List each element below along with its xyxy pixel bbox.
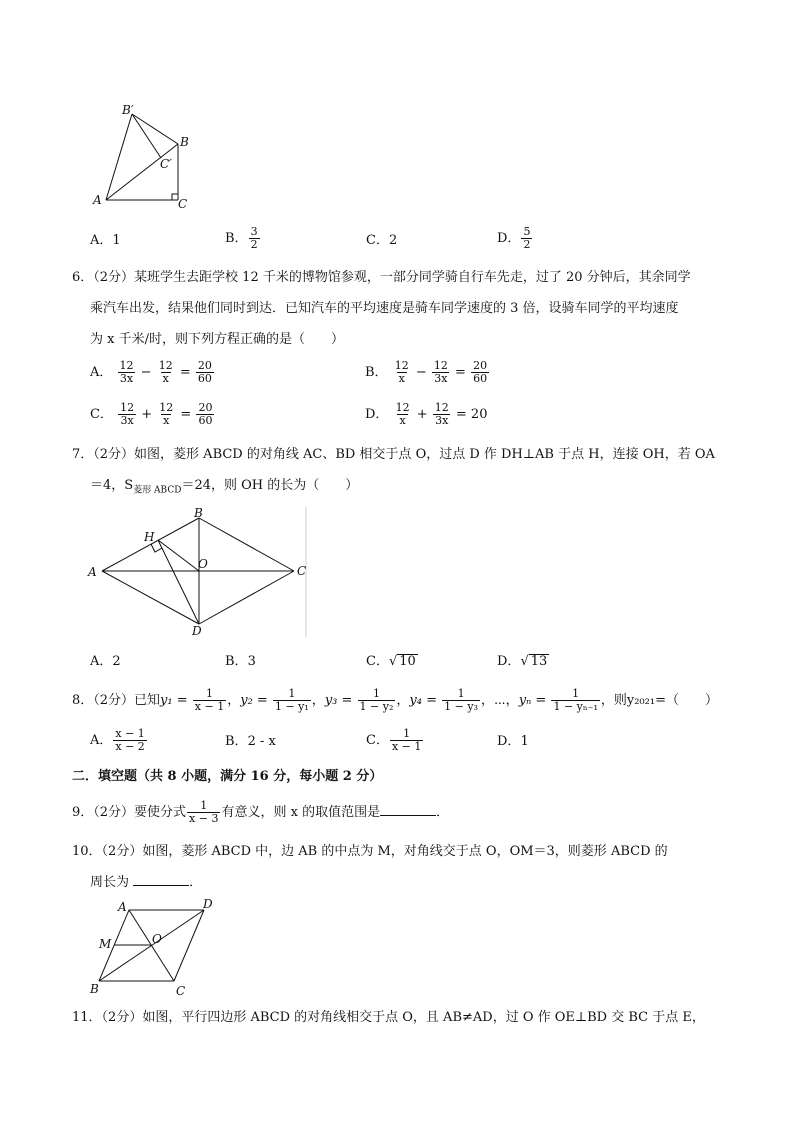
q6-option-a: A． $\frac{12}{3x}$ − $\frac{12}{x}$ = $\frac{20}{60}$ bbox=[90, 359, 212, 385]
q6-line3: 为 x 千米/时，则下列方程正确的是（ ） bbox=[90, 332, 344, 347]
label-C: C bbox=[176, 984, 186, 998]
q7-figure bbox=[86, 507, 316, 637]
q5-opt-b-letter: B． bbox=[225, 231, 248, 246]
section-2-title: 二．填空题（共 8 小题，满分 16 分，每小题 2 分） bbox=[72, 769, 383, 784]
q5-opt-c-letter: C． bbox=[366, 233, 389, 248]
q6-line1: 6．（2分）某班学生去距学校 12 千米的博物馆参观，一部分同学骑自行车先走，过了 20 分钟后，其余同学 bbox=[72, 270, 691, 285]
q5-figure bbox=[88, 100, 198, 215]
q5-opt-b-num: 3 bbox=[250, 225, 258, 238]
label-A: A bbox=[93, 193, 102, 207]
q5-opt-a-text: 1 bbox=[112, 233, 121, 248]
q9: 9．（2分）要使分式 $\frac{1}{x - 3}$ 有意义，则 x 的取值范围是 ． bbox=[72, 799, 450, 825]
q7-line1: 7．（2分）如图，菱形 ABCD 的对角线 AC、BD 相交于点 O，过点 D 作 DH⊥AB 于点 H，连接 OH，若 OA bbox=[72, 447, 715, 462]
q5-opt-d-num: 5 bbox=[523, 225, 531, 238]
q10-line2: 周长为 ． bbox=[90, 875, 203, 890]
label-B: B bbox=[180, 135, 189, 149]
q6-line2: 乘汽车出发，结果他们同时到达．已知汽车的平均速度是骑车同学速度的 3 倍，设骑车同学的平均速度 bbox=[90, 301, 679, 316]
label-Bp: B′ bbox=[122, 103, 134, 117]
label-B: B bbox=[90, 982, 99, 996]
q5-opt-a-letter: A． bbox=[90, 233, 113, 248]
label-C: C bbox=[297, 564, 307, 578]
label-A: A bbox=[118, 900, 127, 914]
label-D: D bbox=[203, 897, 213, 911]
label-O: O bbox=[198, 557, 208, 571]
label-Cp: C′ bbox=[160, 157, 172, 171]
label-A: A bbox=[88, 565, 97, 579]
q6-option-b: B． $\frac{12}{x}$ − $\frac{12}{3x}$ = $\frac{20}{60}$ bbox=[365, 359, 488, 385]
q7-line2: ＝4，$S_{菱形 ABCD}=24$，则 OH 的长为（ ） bbox=[90, 478, 359, 496]
q9-answer-blank[interactable] bbox=[380, 803, 436, 816]
q10-answer-blank[interactable] bbox=[133, 873, 189, 886]
q6-option-d: D． $\frac{12}{x}$ + $\frac{12}{3x}$ = 20 bbox=[365, 401, 488, 427]
label-C: C bbox=[178, 197, 188, 211]
label-O: O bbox=[152, 932, 162, 946]
q6-option-c: C． $\frac{12}{3x}$ + $\frac{12}{x}$ = $\frac{20}{60}$ bbox=[90, 401, 213, 427]
q10-line1: 10．（2分）如图，菱形 ABCD 中，边 AB 的中点为 M，对角线交于点 O，OM＝3，则菱形 ABCD 的 bbox=[72, 844, 668, 859]
q5-opt-d-den: 2 bbox=[523, 238, 531, 251]
label-B: B bbox=[194, 507, 203, 520]
q5-opt-d-letter: D． bbox=[497, 231, 521, 246]
q11-line1: 11．（2分）如图，平行四边形 ABCD 的对角线相交于点 O，且 AB≠AD，过 O 作 OE⊥BD 交 BC 于点 E， bbox=[72, 1010, 705, 1025]
q5-opt-b-den: 2 bbox=[250, 238, 258, 251]
q5-opt-c-text: 2 bbox=[388, 233, 398, 248]
label-H: H bbox=[144, 530, 155, 544]
label-D: D bbox=[192, 624, 202, 637]
q8-stem: 8．（2分）已知y₁ = $\frac{1}{x - 1}$ ，y₂ = $\frac{1}{\text{1 − y₁}}$ ，y₃ = $\frac{1}{\text{1 − y₂}}$ ，y₄ = $\frac{1}{\text{1 − y₃}}$ ，⋯，yₙ = $\frac{1}{\text{1 − yₙ₋₁}}$ ，则y₂₀₂₁=（ ） bbox=[72, 687, 718, 713]
q10-figure bbox=[86, 895, 226, 1000]
label-M: M bbox=[99, 937, 112, 951]
